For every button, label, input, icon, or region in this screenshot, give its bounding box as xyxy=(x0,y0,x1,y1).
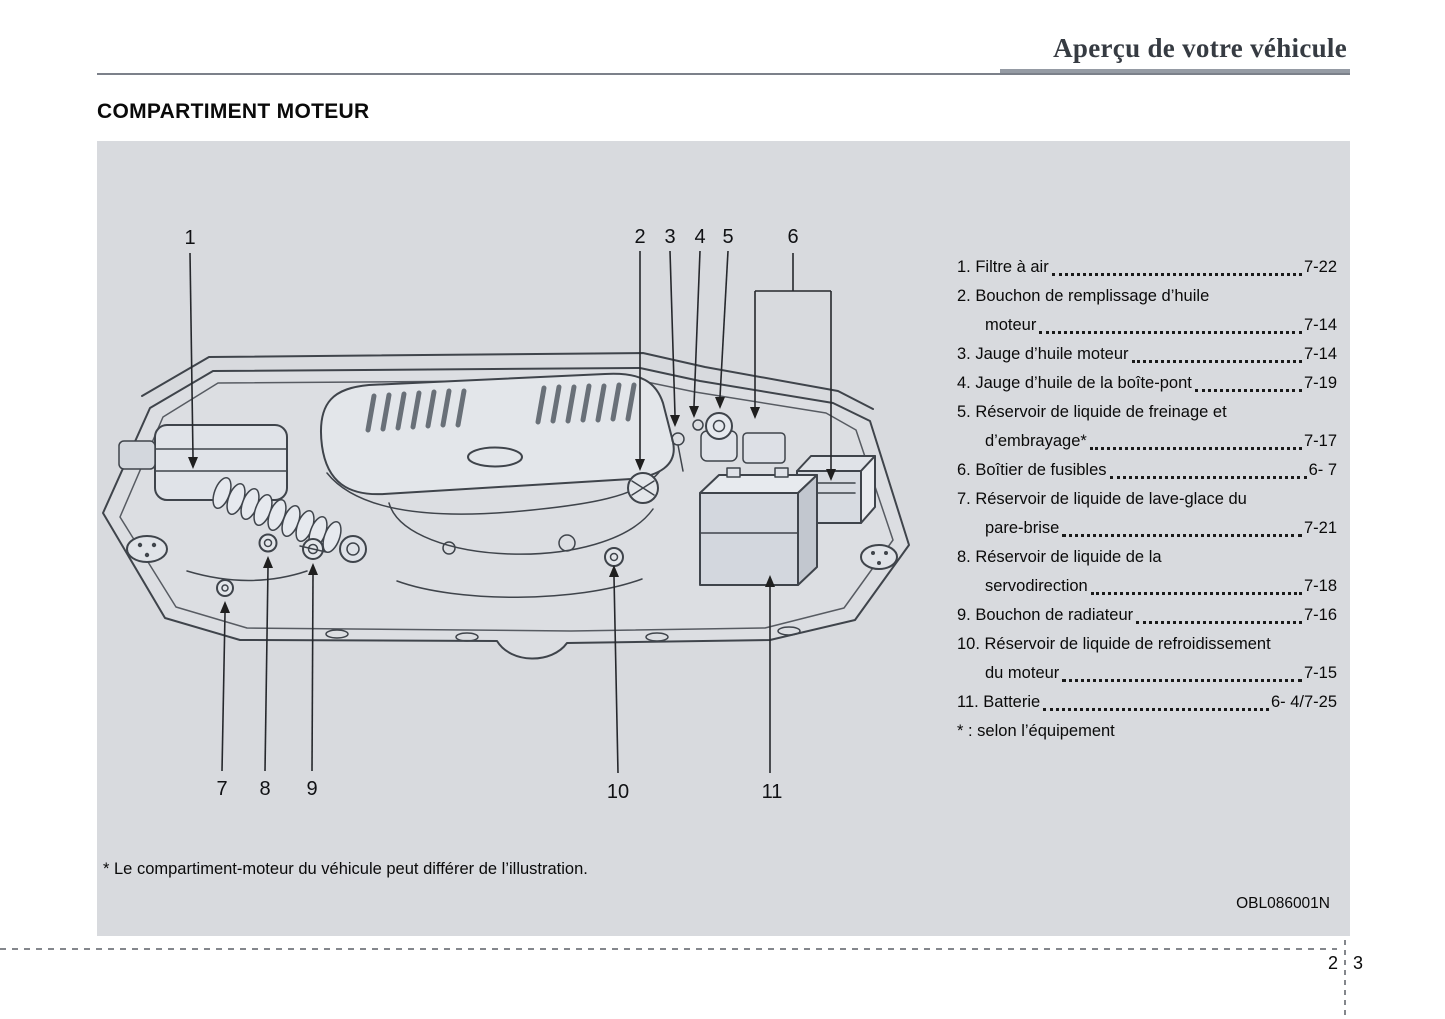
power-steering-cap xyxy=(260,535,277,552)
dotted-leader xyxy=(1039,331,1302,334)
legend-text: 4. Jauge d’huile de la boîte-pont xyxy=(957,374,1192,392)
legend-text: 6. Boîtier de fusibles xyxy=(957,461,1107,479)
legend-text: 2. Bouchon de remplissage d’huile xyxy=(957,287,1210,305)
legend-pageref: 6- 4/7-25 xyxy=(1270,693,1337,711)
legend-pageref: 7-22 xyxy=(1303,258,1337,276)
legend xyxy=(957,253,1337,746)
relay-box xyxy=(743,433,785,463)
legend-item xyxy=(957,340,1337,369)
legend-pageref: 7-14 xyxy=(1303,345,1337,363)
callout-label-1: 1 xyxy=(184,227,196,249)
callout-label-11: 11 xyxy=(761,781,783,803)
footer-dashed-divider xyxy=(1344,940,1346,1019)
battery xyxy=(700,468,817,585)
legend-item xyxy=(957,630,1337,688)
callout-label-6: 6 xyxy=(787,226,799,248)
callout-label-8: 8 xyxy=(259,778,271,800)
legend-item xyxy=(957,688,1337,717)
legend-text: servodirection xyxy=(985,577,1088,595)
legend-item xyxy=(957,543,1337,601)
battery-terminal xyxy=(727,468,740,477)
engine-compartment-illustration xyxy=(97,141,1027,936)
coolant-reservoir-cap xyxy=(605,548,623,566)
footer-dashed-rule xyxy=(0,948,1337,950)
callout-label-5: 5 xyxy=(722,226,734,248)
dotted-leader xyxy=(1043,708,1269,711)
legend-text: du moteur xyxy=(985,664,1060,682)
legend-text: 3. Jauge d’huile moteur xyxy=(957,345,1129,363)
strut-tower-left xyxy=(127,536,167,562)
legend-pageref: 7-17 xyxy=(1303,432,1337,450)
dotted-leader xyxy=(1052,273,1302,276)
header-rule xyxy=(97,73,1350,75)
page-number-chapter: 2 xyxy=(1327,953,1338,973)
dotted-leader xyxy=(1090,447,1302,450)
dotted-leader xyxy=(1062,534,1302,537)
chapter-header: Aperçu de votre véhicule xyxy=(1053,33,1347,63)
legend-pageref: 6- 7 xyxy=(1308,461,1337,479)
legend-item xyxy=(957,369,1337,398)
throttle-body xyxy=(340,536,366,562)
callout-label-2: 2 xyxy=(634,226,646,248)
legend-pageref: 7-16 xyxy=(1303,606,1337,624)
legend-text: d’embrayage* xyxy=(985,432,1087,450)
legend-item xyxy=(957,282,1337,340)
dotted-leader xyxy=(1110,476,1307,479)
battery-terminal xyxy=(775,468,788,477)
callout-label-10: 10 xyxy=(606,781,630,803)
legend-item xyxy=(957,398,1337,456)
dotted-leader xyxy=(1136,621,1302,624)
callout-label-4: 4 xyxy=(694,226,706,248)
dotted-leader xyxy=(1062,679,1302,682)
washer-fluid-cap xyxy=(217,580,233,596)
brake-fluid-reservoir xyxy=(701,413,737,461)
figure-footnote: * Le compartiment-moteur du véhicule peut différer de l’illustration. xyxy=(103,860,588,878)
legend-item xyxy=(957,253,1337,282)
dotted-leader xyxy=(1195,389,1302,392)
dotted-leader xyxy=(1132,360,1302,363)
legend-text: moteur xyxy=(985,316,1037,334)
legend-text: 9. Bouchon de radiateur xyxy=(957,606,1134,624)
legend-pageref: 7-21 xyxy=(1303,519,1337,537)
legend-text: 1. Filtre à air xyxy=(957,258,1049,276)
figure-code: OBL086001N xyxy=(1236,895,1330,912)
oil-filler-cap xyxy=(628,473,658,503)
callout-label-7: 7 xyxy=(216,778,228,800)
strut-tower-right xyxy=(861,545,897,569)
legend-text: 11. Batterie xyxy=(957,693,1041,711)
callout-label-3: 3 xyxy=(664,226,676,248)
legend-text: 8. Réservoir de liquide de la xyxy=(957,548,1162,566)
engine-compartment-figure xyxy=(97,141,1350,936)
legend-text: 7. Réservoir de liquide de lave-glace du xyxy=(957,490,1247,508)
dotted-leader xyxy=(1091,592,1302,595)
legend-footnote: * : selon l’équipement xyxy=(957,722,1115,740)
callout-label-9: 9 xyxy=(306,778,318,800)
page-title: COMPARTIMENT MOTEUR xyxy=(97,100,370,123)
legend-item xyxy=(957,601,1337,630)
legend-text: 5. Réservoir de liquide de freinage et xyxy=(957,403,1227,421)
legend-item xyxy=(957,485,1337,543)
legend-pageref: 7-15 xyxy=(1303,664,1337,682)
legend-item xyxy=(957,456,1337,485)
legend-pageref: 7-14 xyxy=(1303,316,1337,334)
page-number-page: 3 xyxy=(1353,953,1364,973)
legend-pageref: 7-18 xyxy=(1303,577,1337,595)
legend-text: 10. Réservoir de liquide de refroidissement xyxy=(957,635,1271,653)
legend-text: pare-brise xyxy=(985,519,1060,537)
legend-pageref: 7-19 xyxy=(1303,374,1337,392)
